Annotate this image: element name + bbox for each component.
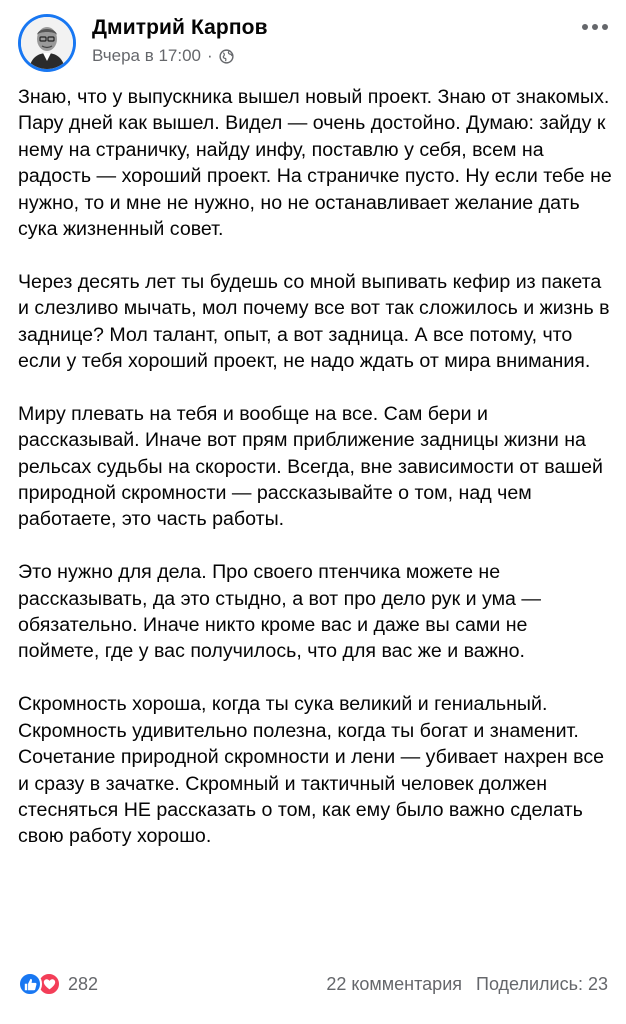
footer-stats	[326, 974, 608, 995]
post-paragraph: Миру плевать на тебя и вообще на все. Сам бери и рассказывай. Иначе вот прям приближение задницы жизни на рельсах судьбы на скорости. Всегда, вне зависимости от вашей природной скромности — рассказывайте о том, над чем работаете, это часть работы.	[18, 402, 603, 531]
post-paragraph: Знаю, что у выпускника вышел новый проект. Знаю от знакомых. Пару дней как вышел. Видел — очень достойно. Думаю: зайду к нему на страничку, найду инфу, поставлю у себя, всем на радость — хороший проект. На страничке пусто. Ну если тебе не нужно, то и мне не нужно, но не останавливает желание дать сука жизненный совет.	[18, 86, 612, 241]
reactions-summary[interactable]	[18, 972, 98, 996]
post-text	[18, 84, 614, 850]
comments-link[interactable]: 22 комментария	[326, 973, 462, 994]
more-dot	[582, 24, 588, 30]
avatar[interactable]	[18, 14, 76, 72]
meta-separator: ·	[207, 46, 213, 65]
author-name[interactable]: Дмитрий Карпов	[92, 16, 268, 39]
like-icon	[18, 972, 42, 996]
more-options-icon[interactable]	[582, 24, 608, 32]
post-footer	[18, 968, 608, 1000]
post-meta	[92, 46, 234, 66]
reactions-count: 282	[68, 973, 99, 994]
more-dot	[592, 24, 598, 30]
avatar-photo	[21, 17, 73, 69]
post-paragraph: Скромность хороша, когда ты сука великий и гениальный. Скромность удивительно полезна, когда ты богат и знаменит. Сочетание природной скромности и лени — убивает нахрен все и сразу в зачатке. Скромный и тактичный человек должен стесняться НЕ рассказать о том, как ему было важно сделать свою работу хорошо.	[18, 693, 605, 848]
globe-icon[interactable]	[219, 49, 234, 64]
post-time[interactable]: Вчера в 17:00	[92, 46, 202, 65]
more-dot	[602, 24, 608, 30]
shares-link[interactable]: Поделились: 23	[476, 973, 608, 994]
post-paragraph: Через десять лет ты будешь со мной выпивать кефир из пакета и слезливо мычать, мол почему все вот так сложилось и жизнь в заднице? Мол талант, опыт, а вот задница. А все потому, что если у тебя хороший проект, не надо ждать от мира внимания.	[18, 270, 610, 373]
post-paragraph: Это нужно для дела. Про своего птенчика можете не рассказывать, да это стыдно, а вот про дело рук и ума — обязательно. Иначе никто кроме вас и даже вы сами не поймете, где у вас получилось, что для вас же и важно.	[18, 561, 541, 663]
post-header	[18, 14, 612, 74]
